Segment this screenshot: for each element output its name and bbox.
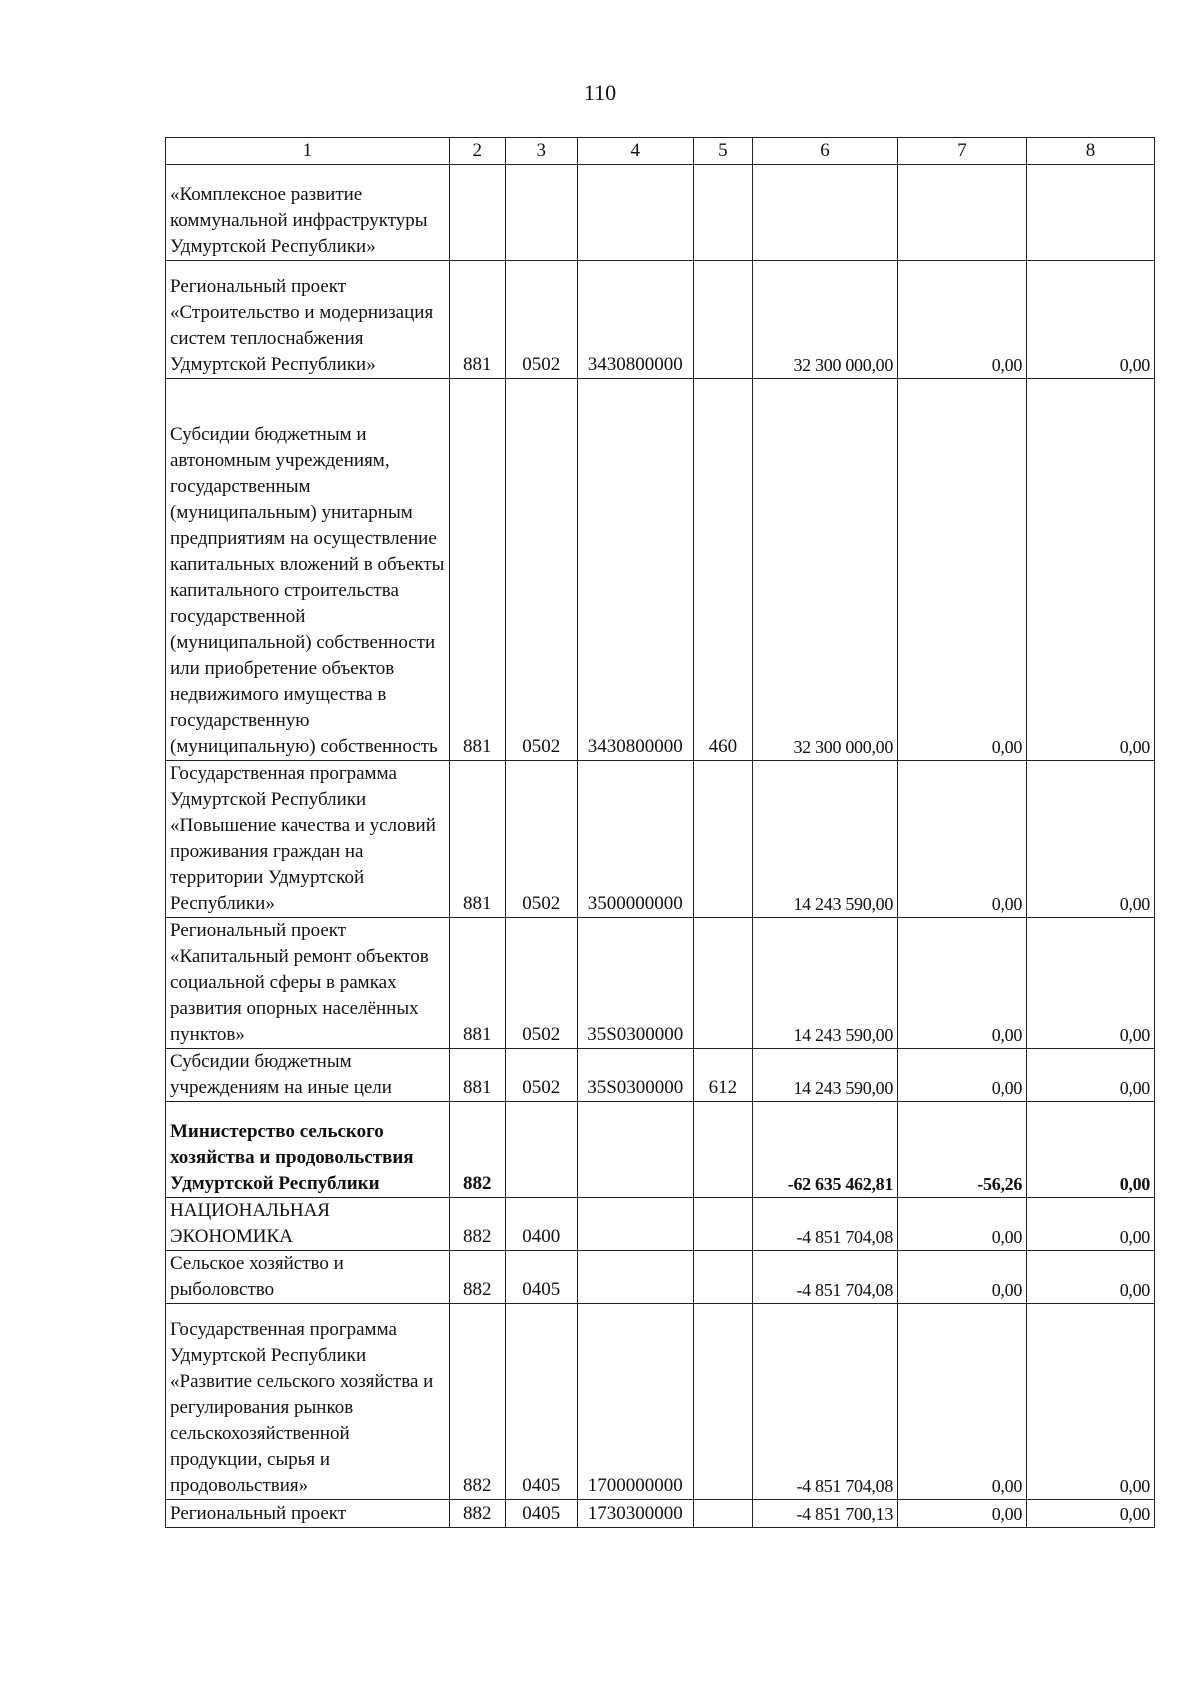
target-article-cell: 1700000000 bbox=[577, 1304, 693, 1500]
amount-col8-cell: 0,00 bbox=[1027, 261, 1155, 379]
amount-col7-cell: 0,00 bbox=[898, 1198, 1027, 1251]
amount-col7-cell: 0,00 bbox=[898, 261, 1027, 379]
column-number-1: 1 bbox=[166, 138, 450, 165]
table-row bbox=[166, 1102, 1155, 1198]
table-row bbox=[166, 918, 1155, 1049]
amount-col7-cell: 0,00 bbox=[898, 761, 1027, 918]
expense-type-cell: 612 bbox=[693, 1049, 752, 1102]
amount-cell: 32 300 000,00 bbox=[752, 261, 897, 379]
amount-cell: -62 635 462,81 bbox=[752, 1102, 897, 1198]
target-article-cell: 35S0300000 bbox=[577, 1049, 693, 1102]
amount-col8-cell: 0,00 bbox=[1027, 1500, 1155, 1528]
target-article-cell: 3430800000 bbox=[577, 261, 693, 379]
expense-type-cell bbox=[693, 165, 752, 261]
row-name-cell: Региональный проект bbox=[166, 1500, 450, 1528]
amount-col7-cell bbox=[898, 165, 1027, 261]
expense-type-cell bbox=[693, 761, 752, 918]
section-code-cell: 0502 bbox=[505, 918, 577, 1049]
column-number-6: 6 bbox=[752, 138, 897, 165]
column-number-8: 8 bbox=[1027, 138, 1155, 165]
expense-type-cell bbox=[693, 1304, 752, 1500]
admin-code-cell: 882 bbox=[449, 1102, 505, 1198]
expense-type-cell: 460 bbox=[693, 379, 752, 761]
target-article-cell bbox=[577, 1251, 693, 1304]
amount-cell bbox=[752, 165, 897, 261]
section-code-cell: 0502 bbox=[505, 261, 577, 379]
amount-col8-cell: 0,00 bbox=[1027, 1251, 1155, 1304]
table-row bbox=[166, 165, 1155, 261]
target-article-cell bbox=[577, 1102, 693, 1198]
amount-col7-cell: -56,26 bbox=[898, 1102, 1027, 1198]
target-article-cell: 3500000000 bbox=[577, 761, 693, 918]
admin-code-cell: 881 bbox=[449, 761, 505, 918]
section-code-cell: 0400 bbox=[505, 1198, 577, 1251]
row-name-cell: Региональный проект «Капитальный ремонт объектов социальной сферы в рамках развития опорных населённых пунктов» bbox=[166, 918, 450, 1049]
section-code-cell: 0502 bbox=[505, 1049, 577, 1102]
column-number-2: 2 bbox=[449, 138, 505, 165]
amount-col7-cell: 0,00 bbox=[898, 1049, 1027, 1102]
admin-code-cell: 882 bbox=[449, 1500, 505, 1528]
amount-col8-cell: 0,00 bbox=[1027, 379, 1155, 761]
amount-col8-cell: 0,00 bbox=[1027, 1049, 1155, 1102]
section-code-cell: 0502 bbox=[505, 761, 577, 918]
amount-col8-cell: 0,00 bbox=[1027, 1198, 1155, 1251]
amount-cell: 14 243 590,00 bbox=[752, 918, 897, 1049]
amount-cell: -4 851 700,13 bbox=[752, 1500, 897, 1528]
amount-col7-cell: 0,00 bbox=[898, 1251, 1027, 1304]
expense-type-cell bbox=[693, 1500, 752, 1528]
admin-code-cell: 882 bbox=[449, 1304, 505, 1500]
table-row bbox=[166, 1251, 1155, 1304]
section-code-cell bbox=[505, 1102, 577, 1198]
admin-code-cell: 881 bbox=[449, 379, 505, 761]
table-body bbox=[166, 165, 1155, 1528]
amount-cell: -4 851 704,08 bbox=[752, 1304, 897, 1500]
expense-type-cell bbox=[693, 1251, 752, 1304]
row-name-cell: Сельское хозяйство и рыболовство bbox=[166, 1251, 450, 1304]
row-name-cell: Субсидии бюджетным учреждениям на иные цели bbox=[166, 1049, 450, 1102]
table-row bbox=[166, 1198, 1155, 1251]
target-article-cell: 35S0300000 bbox=[577, 918, 693, 1049]
admin-code-cell: 881 bbox=[449, 918, 505, 1049]
amount-cell: 32 300 000,00 bbox=[752, 379, 897, 761]
expense-type-cell bbox=[693, 1198, 752, 1251]
admin-code-cell: 882 bbox=[449, 1198, 505, 1251]
admin-code-cell: 881 bbox=[449, 1049, 505, 1102]
column-number-row bbox=[166, 138, 1155, 165]
column-number-4: 4 bbox=[577, 138, 693, 165]
row-name-cell: Региональный проект «Строительство и модернизация систем теплоснабжения Удмуртской Республики» bbox=[166, 261, 450, 379]
amount-col7-cell: 0,00 bbox=[898, 1500, 1027, 1528]
table-row bbox=[166, 1049, 1155, 1102]
expense-type-cell bbox=[693, 261, 752, 379]
column-number-3: 3 bbox=[505, 138, 577, 165]
row-name-cell: НАЦИОНАЛЬНАЯ ЭКОНОМИКА bbox=[166, 1198, 450, 1251]
page-number: 110 bbox=[583, 80, 617, 105]
amount-cell: -4 851 704,08 bbox=[752, 1198, 897, 1251]
row-name-cell: Государственная программа Удмуртской Республики «Развитие сельского хозяйства и регулирования рынков сельскохозяйственной продукции, сырья и продовольствия» bbox=[166, 1304, 450, 1500]
expense-type-cell bbox=[693, 1102, 752, 1198]
amount-col7-cell: 0,00 bbox=[898, 379, 1027, 761]
table-row bbox=[166, 379, 1155, 761]
admin-code-cell bbox=[449, 165, 505, 261]
column-number-7: 7 bbox=[898, 138, 1027, 165]
table-row bbox=[166, 761, 1155, 918]
row-name-cell: Министерство сельского хозяйства и продовольствия Удмуртской Республики bbox=[166, 1102, 450, 1198]
budget-table bbox=[165, 137, 1155, 1528]
target-article-cell bbox=[577, 165, 693, 261]
target-article-cell bbox=[577, 1198, 693, 1251]
table-row bbox=[166, 261, 1155, 379]
section-code-cell: 0405 bbox=[505, 1304, 577, 1500]
section-code-cell: 0405 bbox=[505, 1251, 577, 1304]
amount-cell: 14 243 590,00 bbox=[752, 1049, 897, 1102]
amount-col7-cell: 0,00 bbox=[898, 1304, 1027, 1500]
target-article-cell: 1730300000 bbox=[577, 1500, 693, 1528]
section-code-cell: 0502 bbox=[505, 379, 577, 761]
amount-col8-cell: 0,00 bbox=[1027, 761, 1155, 918]
amount-col8-cell bbox=[1027, 165, 1155, 261]
expense-type-cell bbox=[693, 918, 752, 1049]
table-row bbox=[166, 1500, 1155, 1528]
amount-cell: -4 851 704,08 bbox=[752, 1251, 897, 1304]
row-name-cell: «Комплексное развитие коммунальной инфраструктуры Удмуртской Республики» bbox=[166, 165, 450, 261]
column-number-5: 5 bbox=[693, 138, 752, 165]
admin-code-cell: 881 bbox=[449, 261, 505, 379]
section-code-cell bbox=[505, 165, 577, 261]
amount-col8-cell: 0,00 bbox=[1027, 1102, 1155, 1198]
target-article-cell: 3430800000 bbox=[577, 379, 693, 761]
admin-code-cell: 882 bbox=[449, 1251, 505, 1304]
table-row bbox=[166, 1304, 1155, 1500]
row-name-cell: Субсидии бюджетным и автономным учреждениям, государственным (муниципальным) унитарным предприятиям на осуществление капитальных вложений в объекты капитального строительства государственной (муниципальной) собственности или приобретение объектов недвижимого имущества в государственную (муниципальную) собственность bbox=[166, 379, 450, 761]
amount-col8-cell: 0,00 bbox=[1027, 918, 1155, 1049]
amount-col8-cell: 0,00 bbox=[1027, 1304, 1155, 1500]
amount-col7-cell: 0,00 bbox=[898, 918, 1027, 1049]
row-name-cell: Государственная программа Удмуртской Республики «Повышение качества и условий проживания граждан на территории Удмуртской Республики» bbox=[166, 761, 450, 918]
section-code-cell: 0405 bbox=[505, 1500, 577, 1528]
amount-cell: 14 243 590,00 bbox=[752, 761, 897, 918]
